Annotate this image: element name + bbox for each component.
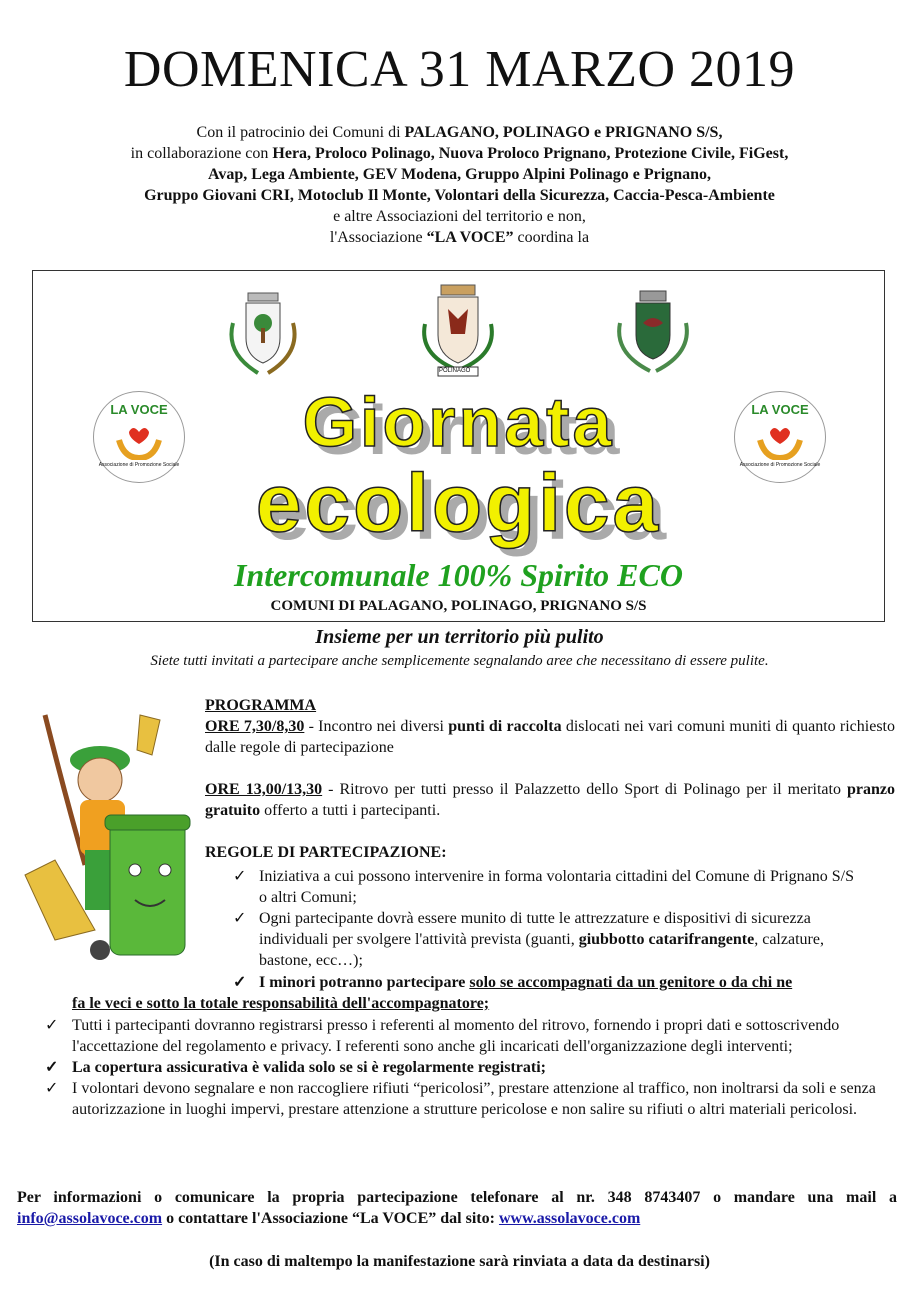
crest-palagano-icon <box>218 283 308 383</box>
item2-text-a: - Ritrovo per tutti presso il Palazzetto dello Sport di Polinago per il meritato <box>322 781 847 798</box>
intro-line2-plain: in collaborazione con <box>130 145 269 162</box>
rule-item <box>233 866 863 908</box>
rule-1-text: Iniziativa a cui possono intervenire in forma volontaria cittadini del Comune di Prignano S/S o altri Comuni; <box>259 868 854 906</box>
crest-label: POLINAGO <box>439 368 471 374</box>
programma-heading: PROGRAMMA <box>205 697 317 714</box>
programma-section <box>205 695 895 863</box>
intro-line1-plain: Con il patrocinio dei Comuni di <box>196 124 401 141</box>
rule-item <box>45 1078 895 1120</box>
invite-text: Siete tutti invitati a partecipare anche semplicemente segnalando aree che necessitano di essere pulite. <box>150 653 769 669</box>
banner-comuni: COMUNI DI PALAGANO, POLINAGO, PRIGNANO S/S <box>270 598 647 614</box>
intro-line2-bold: Hera, Proloco Polinago, Nuova Proloco Prignano, Protezione Civile, FiGest, <box>272 145 789 162</box>
rule-item <box>233 908 863 971</box>
motto: Insieme per un territorio più pulito <box>315 626 604 648</box>
headline-giornata: Giornata <box>302 383 615 461</box>
item2-bold: pranzo gratuito <box>205 781 895 819</box>
footer-note: (In caso di maltempo la manifestazione sarà rinviata a data da destinarsi) <box>209 1253 710 1270</box>
logo-text: LA VOCE <box>110 402 168 417</box>
crest-polinago-icon <box>413 279 503 379</box>
regole-list-indented <box>233 866 863 971</box>
item1-text-a: - Incontro nei diversi <box>304 718 449 735</box>
banner-frame <box>32 270 885 622</box>
rule-2-text-c: , calzature, bastone, ecc…); <box>259 931 824 969</box>
check-icon: ✓ <box>233 910 247 927</box>
check-icon: ✓ <box>45 1080 59 1097</box>
intro-line6b: “LA VOCE” <box>426 229 514 246</box>
logo-subtext: Associazione di Promozione Sociale <box>739 462 821 468</box>
rule-item <box>45 1015 895 1057</box>
mascot-illustration <box>20 705 195 970</box>
banner-subtitle: Intercomunale 100% Spirito ECO <box>234 557 683 593</box>
rule-item <box>233 972 893 993</box>
check-icon: ✓ <box>45 1017 59 1034</box>
intro-text <box>0 122 919 248</box>
intro-line6a: l'Associazione <box>329 229 423 246</box>
rule-2-bold: giubbotto catarifrangente <box>578 931 755 948</box>
regole-list-full <box>45 1015 895 1120</box>
rule-5-text: La copertura assicurativa è valida solo se si è regolarmente registrati; <box>72 1059 546 1076</box>
check-icon: ✓ <box>233 974 247 991</box>
item2-time: ORE 13,00/13,30 <box>205 781 323 798</box>
rule-3-text-a: I minori potranno partecipare <box>259 974 466 991</box>
programma-item-1 <box>205 716 895 758</box>
item1-time: ORE 7,30/8,30 <box>205 718 305 735</box>
footer-info-text-b: o contattare l'Associazione “La VOCE” dal sito: <box>166 1210 495 1227</box>
rule-2-text-a: Ogni partecipante dovrà essere munito di tutte le attrezzature e dispositivi di sicurezza individuali per svolgere l'attività prevista (guanti, <box>259 910 811 948</box>
logo-subtext: Associazione di Promozione Sociale <box>98 462 180 468</box>
intro-line1-bold: PALAGANO, POLINAGO e PRIGNANO S/S, <box>404 124 723 141</box>
item2-text-c: offerto a tutti i partecipanti. <box>260 802 441 819</box>
check-icon: ✓ <box>233 868 247 885</box>
intro-line6c: coordina la <box>517 229 590 246</box>
item1-text-c: dislocati nei vari comuni muniti di quanto richiesto dalle regole di partecipazione <box>205 718 895 756</box>
email-link[interactable]: info@assolavoce.com <box>17 1210 163 1227</box>
footer-info-text: Per informazioni o comunicare la propria partecipazione telefonare al nr. 348 8743407 o mandare una mail a <box>17 1189 897 1206</box>
intro-line4: Gruppo Giovani CRI, Motoclub Il Monte, Volontari della Sicurezza, Caccia-Pesca-Ambiente <box>144 187 775 204</box>
website-link[interactable]: www.assolavoce.com <box>498 1210 641 1227</box>
item1-bold: punti di raccolta <box>448 718 562 735</box>
rule-item <box>45 1057 895 1078</box>
rule-3-text-b: solo se accompagnati da un genitore o da chi ne <box>469 974 793 991</box>
logo-text: LA VOCE <box>751 402 809 417</box>
regole-heading: REGOLE DI PARTECIPAZIONE: <box>205 844 447 861</box>
headline-ecologica: ecologica <box>255 458 662 549</box>
crest-prignano-icon <box>608 283 698 383</box>
rule-4-text: Tutti i partecipanti dovranno registrarsi presso i referenti al momento del ritrovo, fornendo i propri dati e sottoscrivendo l'accettazione del regolamento e privacy. I referenti sono anche gli incaricati dell'organizzazione degli interventi; <box>72 1017 840 1055</box>
rule-6-text: I volontari devono segnalare e non raccogliere rifiuti “pericolosi”, prestare attenzione al traffico, non inoltrarsi da soli e senza autorizzazione in luoghi impervi, prestare attenzione a strutture pericolose e non salire su rifiuti o altri materiali pericolosi. <box>72 1080 876 1118</box>
intro-line5: e altre Associazioni del territorio e non, <box>333 208 586 225</box>
footer-info <box>17 1187 897 1229</box>
intro-line3: Avap, Lega Ambiente, GEV Modena, Gruppo Alpini Polinago e Prignano, <box>207 166 712 183</box>
page-title: DOMENICA 31 MARZO 2019 <box>123 41 796 98</box>
rule-3-continuation: fa le veci e sotto la totale responsabilità dell'accompagnatore; <box>72 995 490 1012</box>
check-icon: ✓ <box>45 1059 59 1076</box>
programma-item-2 <box>205 779 895 821</box>
